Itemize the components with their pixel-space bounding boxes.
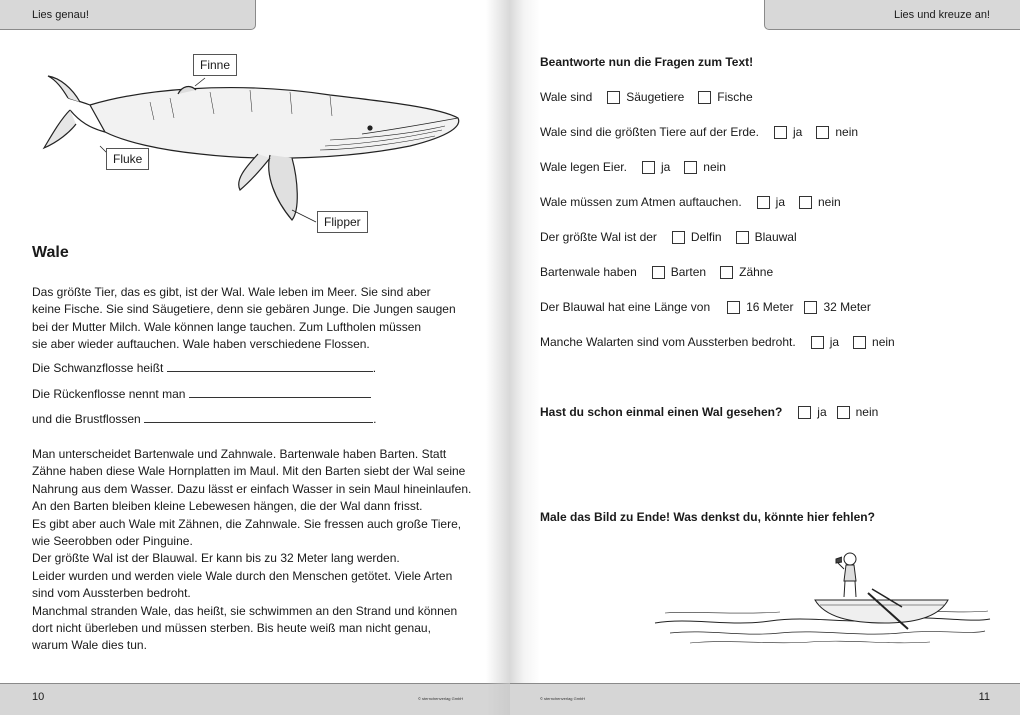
- copyright: © sternchenverlag GmbH: [418, 696, 464, 701]
- intro-paragraph: [32, 284, 472, 354]
- question-6: Bartenwale haben Barten Zähne: [540, 265, 774, 279]
- checkbox[interactable]: [798, 406, 811, 419]
- checkbox[interactable]: [720, 266, 733, 279]
- label-finne: Finne: [193, 54, 237, 76]
- right-page: [510, 0, 1020, 715]
- checkbox[interactable]: [774, 126, 787, 139]
- copyright: © sternchenverlag GmbH: [540, 696, 586, 701]
- text-line: sie aber wieder auftauchen. Wale haben verschiedene Flossen.: [32, 337, 370, 352]
- boat-illustration: [650, 545, 995, 660]
- text-line: Zähne haben diese Wale Hornplatten im Maul. Mit den Barten siebt der Wal seine: [32, 464, 466, 479]
- checkbox[interactable]: [816, 126, 829, 139]
- question-5: Der größte Wal ist der Delfin Blauwal: [540, 230, 797, 244]
- page-title: Wale: [32, 244, 69, 261]
- fill-in-flipper: und die Brustflossen .: [32, 412, 377, 426]
- checkbox[interactable]: [853, 336, 866, 349]
- blank-line[interactable]: [167, 362, 373, 372]
- page-number: 10: [32, 691, 45, 703]
- checkbox[interactable]: [684, 161, 697, 174]
- whale-illustration: [30, 50, 480, 240]
- text-line: keine Fische. Sie sind Säugetiere, denn sie gebären Junge. Die Jungen saugen: [32, 302, 456, 317]
- text-line: wie Seerobben oder Pinguine.: [32, 534, 193, 549]
- checkbox[interactable]: [811, 336, 824, 349]
- blank-line[interactable]: [144, 413, 373, 423]
- page-number: 11: [978, 691, 990, 703]
- question-7: Der Blauwal hat eine Länge von 16 Meter 32 Meter: [540, 300, 871, 314]
- question-8: Manche Walarten sind vom Aussterben bedroht. ja nein: [540, 335, 895, 349]
- label-flipper: Flipper: [317, 211, 368, 233]
- text-line: Nahrung aus dem Wasser. Dazu lässt er einfach Wasser in sein Maul hineinlaufen.: [32, 481, 472, 496]
- footer-left: [0, 683, 510, 715]
- header-tab-left: Lies genau!: [0, 0, 256, 30]
- checkbox[interactable]: [642, 161, 655, 174]
- question-4: Wale müssen zum Atmen auftauchen. ja nein: [540, 195, 841, 209]
- checkbox[interactable]: [804, 301, 817, 314]
- text-line: warum Wale dies tun.: [32, 638, 147, 653]
- text-line: sind vom Aussterben bedroht.: [32, 586, 191, 601]
- blank-line[interactable]: [189, 388, 371, 398]
- text-line: Der größte Wal ist der Blauwal. Er kann bis zu 32 Meter lang werden.: [32, 551, 400, 566]
- checkbox[interactable]: [736, 231, 749, 244]
- text-line: Manchmal stranden Wale, das heißt, sie schwimmen an den Strand und können: [32, 603, 458, 618]
- checkbox[interactable]: [698, 91, 711, 104]
- question-2: Wale sind die größten Tiere auf der Erde. ja nein: [540, 125, 859, 139]
- fill-in-tail: Die Schwanzflosse heißt .: [32, 361, 377, 375]
- footer-right: [510, 683, 1020, 715]
- checkbox[interactable]: [757, 196, 770, 209]
- checkbox[interactable]: [607, 91, 620, 104]
- text-line: Das größte Tier, das es gibt, ist der Wal. Wale leben im Meer. Sie sind aber: [32, 285, 431, 299]
- text-line: dort nicht überleben und müssen sterben. Bis heute weiß man nicht genau,: [32, 621, 431, 636]
- text-line: Leider wurden und werden viele Wale durch den Menschen getötet. Viele Arten: [32, 568, 453, 583]
- fill-in-dorsal: Die Rückenflosse nennt man: [32, 387, 371, 401]
- question-1: Wale sind Säugetiere Fische: [540, 90, 753, 104]
- checkbox[interactable]: [652, 266, 665, 279]
- label-fluke: Fluke: [106, 148, 149, 170]
- header-tab-right: Lies und kreuze an!: [764, 0, 1020, 30]
- checkbox[interactable]: [837, 406, 850, 419]
- body-paragraph: [32, 446, 472, 655]
- checkbox[interactable]: [672, 231, 685, 244]
- text-line: Man unterscheidet Bartenwale und Zahnwale. Bartenwale haben Barten. Statt: [32, 447, 447, 461]
- checkbox[interactable]: [799, 196, 812, 209]
- questions-heading: Beantworte nun die Fragen zum Text!: [540, 55, 754, 69]
- drawing-task: Male das Bild zu Ende! Was denkst du, könnte hier fehlen?: [540, 510, 875, 524]
- personal-question: Hast du schon einmal einen Wal gesehen? ja nein: [540, 405, 879, 419]
- question-3: Wale legen Eier. ja nein: [540, 160, 726, 174]
- checkbox[interactable]: [727, 301, 740, 314]
- text-line: An den Barten bleiben kleine Lebewesen hängen, die der Wal dann frisst.: [32, 499, 423, 514]
- text-line: bei der Mutter Milch. Wale können lange tauchen. Zum Luftholen müssen: [32, 319, 422, 334]
- text-line: Es gibt aber auch Wale mit Zähnen, die Zahnwale. Sie fressen auch große Tiere,: [32, 516, 462, 531]
